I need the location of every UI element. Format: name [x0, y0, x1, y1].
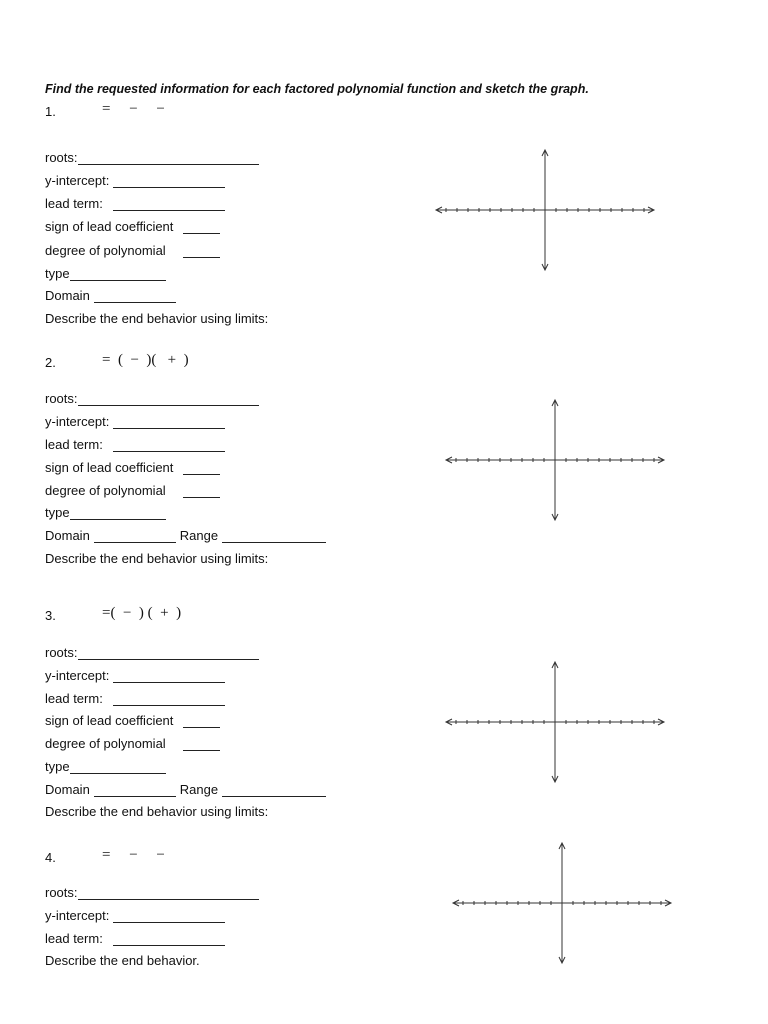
end-behavior-prompt	[45, 551, 268, 566]
coordinate-axes[interactable]	[440, 395, 670, 525]
end-behavior-prompt	[45, 311, 268, 326]
coordinate-axes[interactable]	[447, 838, 677, 968]
equation: = − −	[102, 847, 165, 863]
type-label: type	[45, 266, 70, 281]
y-intercept-field[interactable]	[45, 414, 225, 429]
degree-field[interactable]	[45, 736, 220, 751]
roots-field[interactable]	[45, 645, 259, 660]
sign-label: sign of lead coefficient	[45, 219, 174, 234]
y-intercept-blank[interactable]	[113, 909, 225, 923]
domain-range-field[interactable]	[45, 782, 326, 797]
degree-blank[interactable]	[183, 484, 220, 498]
roots-field[interactable]	[45, 391, 259, 406]
coordinate-axes[interactable]	[440, 657, 670, 787]
domain-blank[interactable]	[94, 783, 176, 797]
roots-field[interactable]	[45, 150, 259, 165]
sign-blank[interactable]	[183, 461, 220, 475]
type-label: type	[45, 505, 70, 520]
y-intercept-field[interactable]	[45, 173, 225, 188]
end-behavior-label: Describe the end behavior using limits:	[45, 804, 269, 819]
sign-blank[interactable]	[183, 220, 220, 234]
roots-blank[interactable]	[78, 886, 259, 900]
type-label: type	[45, 759, 70, 774]
lead-term-field[interactable]	[45, 196, 225, 211]
lead-term-blank[interactable]	[113, 197, 225, 211]
problem-number: 1.	[45, 104, 56, 119]
roots-blank[interactable]	[78, 392, 259, 406]
roots-label: roots:	[45, 885, 78, 900]
degree-label: degree of polynomial	[45, 736, 166, 751]
degree-field[interactable]	[45, 483, 220, 498]
roots-label: roots:	[45, 645, 78, 660]
y-intercept-blank[interactable]	[113, 174, 225, 188]
end-behavior-prompt	[45, 804, 268, 819]
y-intercept-blank[interactable]	[113, 415, 225, 429]
lead-term-field[interactable]	[45, 437, 225, 452]
domain-label: Domain	[45, 782, 90, 797]
end-behavior-prompt	[45, 953, 200, 968]
lead-term-field[interactable]	[45, 691, 225, 706]
roots-blank[interactable]	[78, 151, 259, 165]
sign-label: sign of lead coefficient	[45, 713, 174, 728]
equation: =( − ) ( + )	[102, 605, 182, 621]
domain-range-field[interactable]	[45, 528, 326, 543]
roots-blank[interactable]	[78, 646, 259, 660]
y-intercept-field[interactable]	[45, 908, 225, 923]
degree-blank[interactable]	[183, 244, 220, 258]
problem-number: 2.	[45, 355, 56, 370]
y-intercept-label: y-intercept:	[45, 908, 110, 923]
type-field[interactable]	[45, 505, 166, 520]
y-intercept-field[interactable]	[45, 668, 225, 683]
degree-label: degree of polynomial	[45, 243, 166, 258]
coordinate-axes[interactable]	[430, 145, 660, 275]
domain-label: Domain	[45, 288, 90, 303]
type-blank[interactable]	[70, 267, 166, 281]
equation: = ( − )( + )	[102, 352, 189, 368]
instructions: Find the requested information for each factored polynomial function and sketch the graph.	[45, 82, 589, 96]
lead-term-label: lead term:	[45, 691, 103, 706]
roots-label: roots:	[45, 391, 78, 406]
degree-label: degree of polynomial	[45, 483, 166, 498]
equation: = − −	[102, 101, 165, 117]
end-behavior-label: Describe the end behavior using limits:	[45, 551, 269, 566]
sign-field[interactable]	[45, 460, 220, 475]
type-blank[interactable]	[70, 760, 166, 774]
lead-term-label: lead term:	[45, 931, 103, 946]
domain-label: Domain	[45, 528, 90, 543]
lead-term-blank[interactable]	[113, 438, 225, 452]
range-blank[interactable]	[222, 783, 326, 797]
type-field[interactable]	[45, 759, 166, 774]
lead-term-field[interactable]	[45, 931, 225, 946]
problem-number: 3.	[45, 608, 56, 623]
sign-blank[interactable]	[183, 714, 220, 728]
degree-blank[interactable]	[183, 737, 220, 751]
problem-number: 4.	[45, 850, 56, 865]
y-intercept-label: y-intercept:	[45, 414, 110, 429]
y-intercept-label: y-intercept:	[45, 173, 110, 188]
degree-field[interactable]	[45, 243, 220, 258]
sign-label: sign of lead coefficient	[45, 460, 174, 475]
y-intercept-blank[interactable]	[113, 669, 225, 683]
roots-field[interactable]	[45, 885, 259, 900]
end-behavior-label: Describe the end behavior.	[45, 953, 200, 968]
lead-term-label: lead term:	[45, 196, 103, 211]
roots-label: roots:	[45, 150, 78, 165]
range-blank[interactable]	[222, 529, 326, 543]
domain-blank[interactable]	[94, 529, 176, 543]
range-label: Range	[179, 528, 219, 543]
sign-field[interactable]	[45, 219, 220, 234]
lead-term-blank[interactable]	[113, 692, 225, 706]
type-blank[interactable]	[70, 506, 166, 520]
domain-field[interactable]	[45, 288, 176, 303]
domain-blank[interactable]	[94, 289, 176, 303]
end-behavior-label: Describe the end behavior using limits:	[45, 311, 269, 326]
sign-field[interactable]	[45, 713, 220, 728]
lead-term-blank[interactable]	[113, 932, 225, 946]
lead-term-label: lead term:	[45, 437, 103, 452]
range-label: Range	[179, 782, 219, 797]
y-intercept-label: y-intercept:	[45, 668, 110, 683]
type-field[interactable]	[45, 266, 166, 281]
